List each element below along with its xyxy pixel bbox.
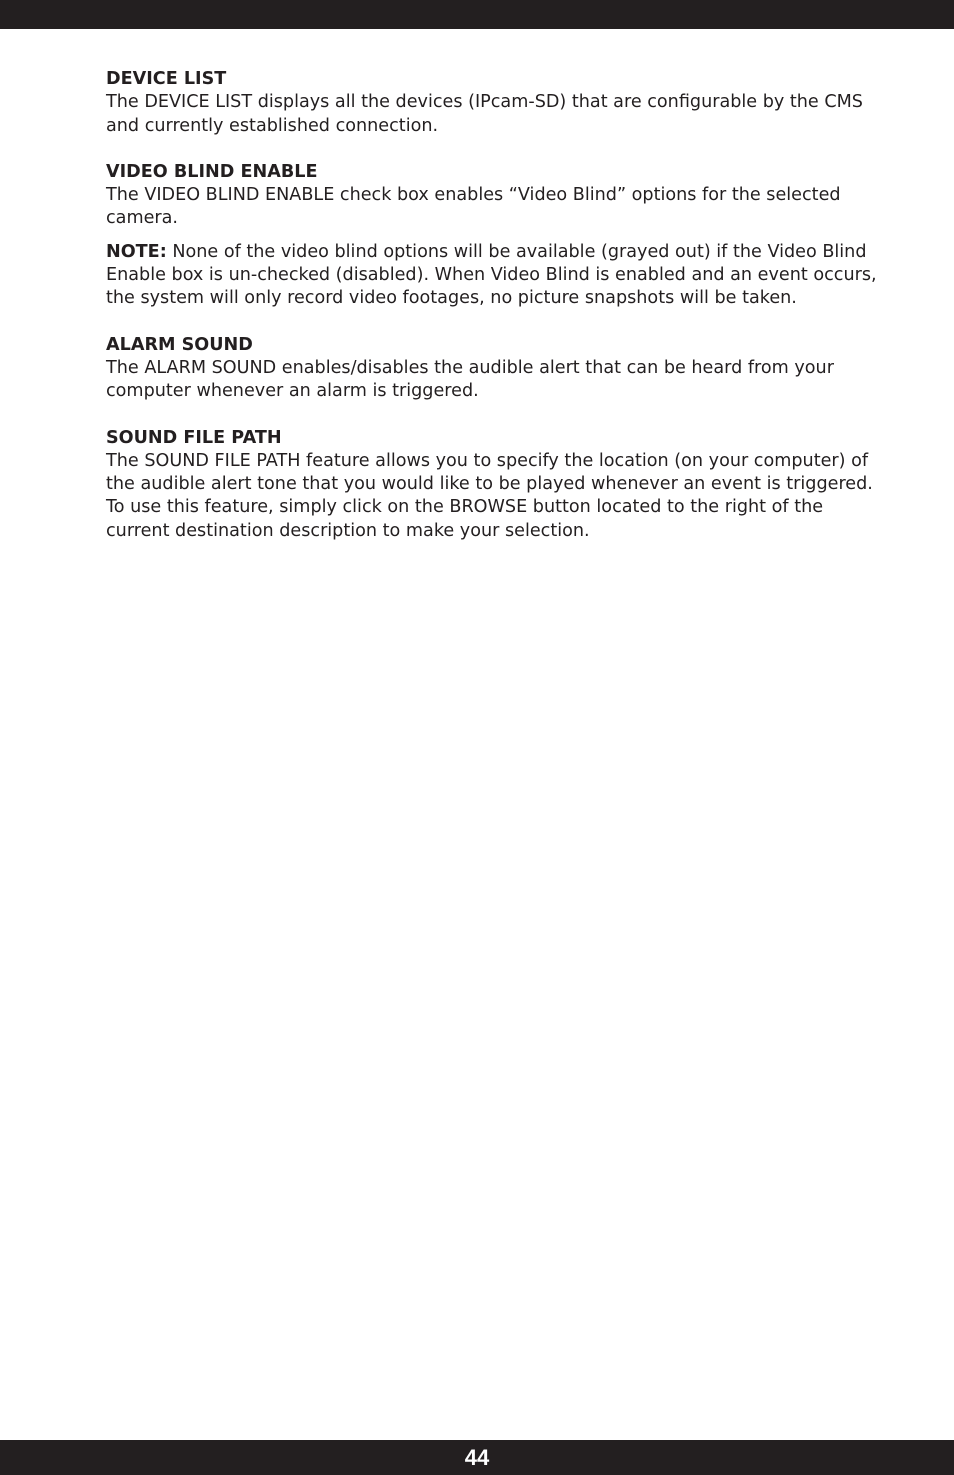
- section-alarm-sound: [106, 334, 881, 404]
- page-content: [106, 68, 881, 566]
- section-body: The DEVICE LIST displays all the devices (IPcam-SD) that are configurable by the CMS and currently established connection.: [106, 92, 863, 136]
- section-sound-file-path: [106, 427, 881, 543]
- section-body: The ALARM SOUND enables/disables the audible alert that can be heard from your computer whenever an alarm is triggered.: [106, 357, 834, 402]
- section-device-list: [106, 68, 881, 138]
- section-heading: DEVICE LIST: [106, 69, 227, 89]
- note-text: None of the video blind options will be available (grayed out) if the Video Blind Enable box is un-checked (disabled). When Video Blind is enabled and an event occurs, the system will only record video footages, no picture snapshots will be taken.: [106, 241, 877, 309]
- section-body: The SOUND FILE PATH feature allows you to specify the location (on your computer) of the audible alert tone that you would like to be played whenever an event is triggered. To use this feature, simply click on the BROWSE button located to the right of the current destination description to make your selection.: [106, 450, 873, 541]
- section-heading: SOUND FILE PATH: [106, 427, 282, 448]
- section-heading: ALARM SOUND: [106, 334, 253, 355]
- section-heading: VIDEO BLIND ENABLE: [106, 161, 318, 182]
- note-paragraph: [106, 241, 881, 311]
- header-bar: [0, 0, 954, 29]
- section-body: The VIDEO BLIND ENABLE check box enables “Video Blind” options for the selected camera.: [106, 185, 841, 229]
- section-video-blind-enable: [106, 161, 881, 231]
- page-number: 44: [464, 1445, 490, 1470]
- note-label: NOTE:: [106, 241, 167, 262]
- footer-bar: [0, 1440, 954, 1475]
